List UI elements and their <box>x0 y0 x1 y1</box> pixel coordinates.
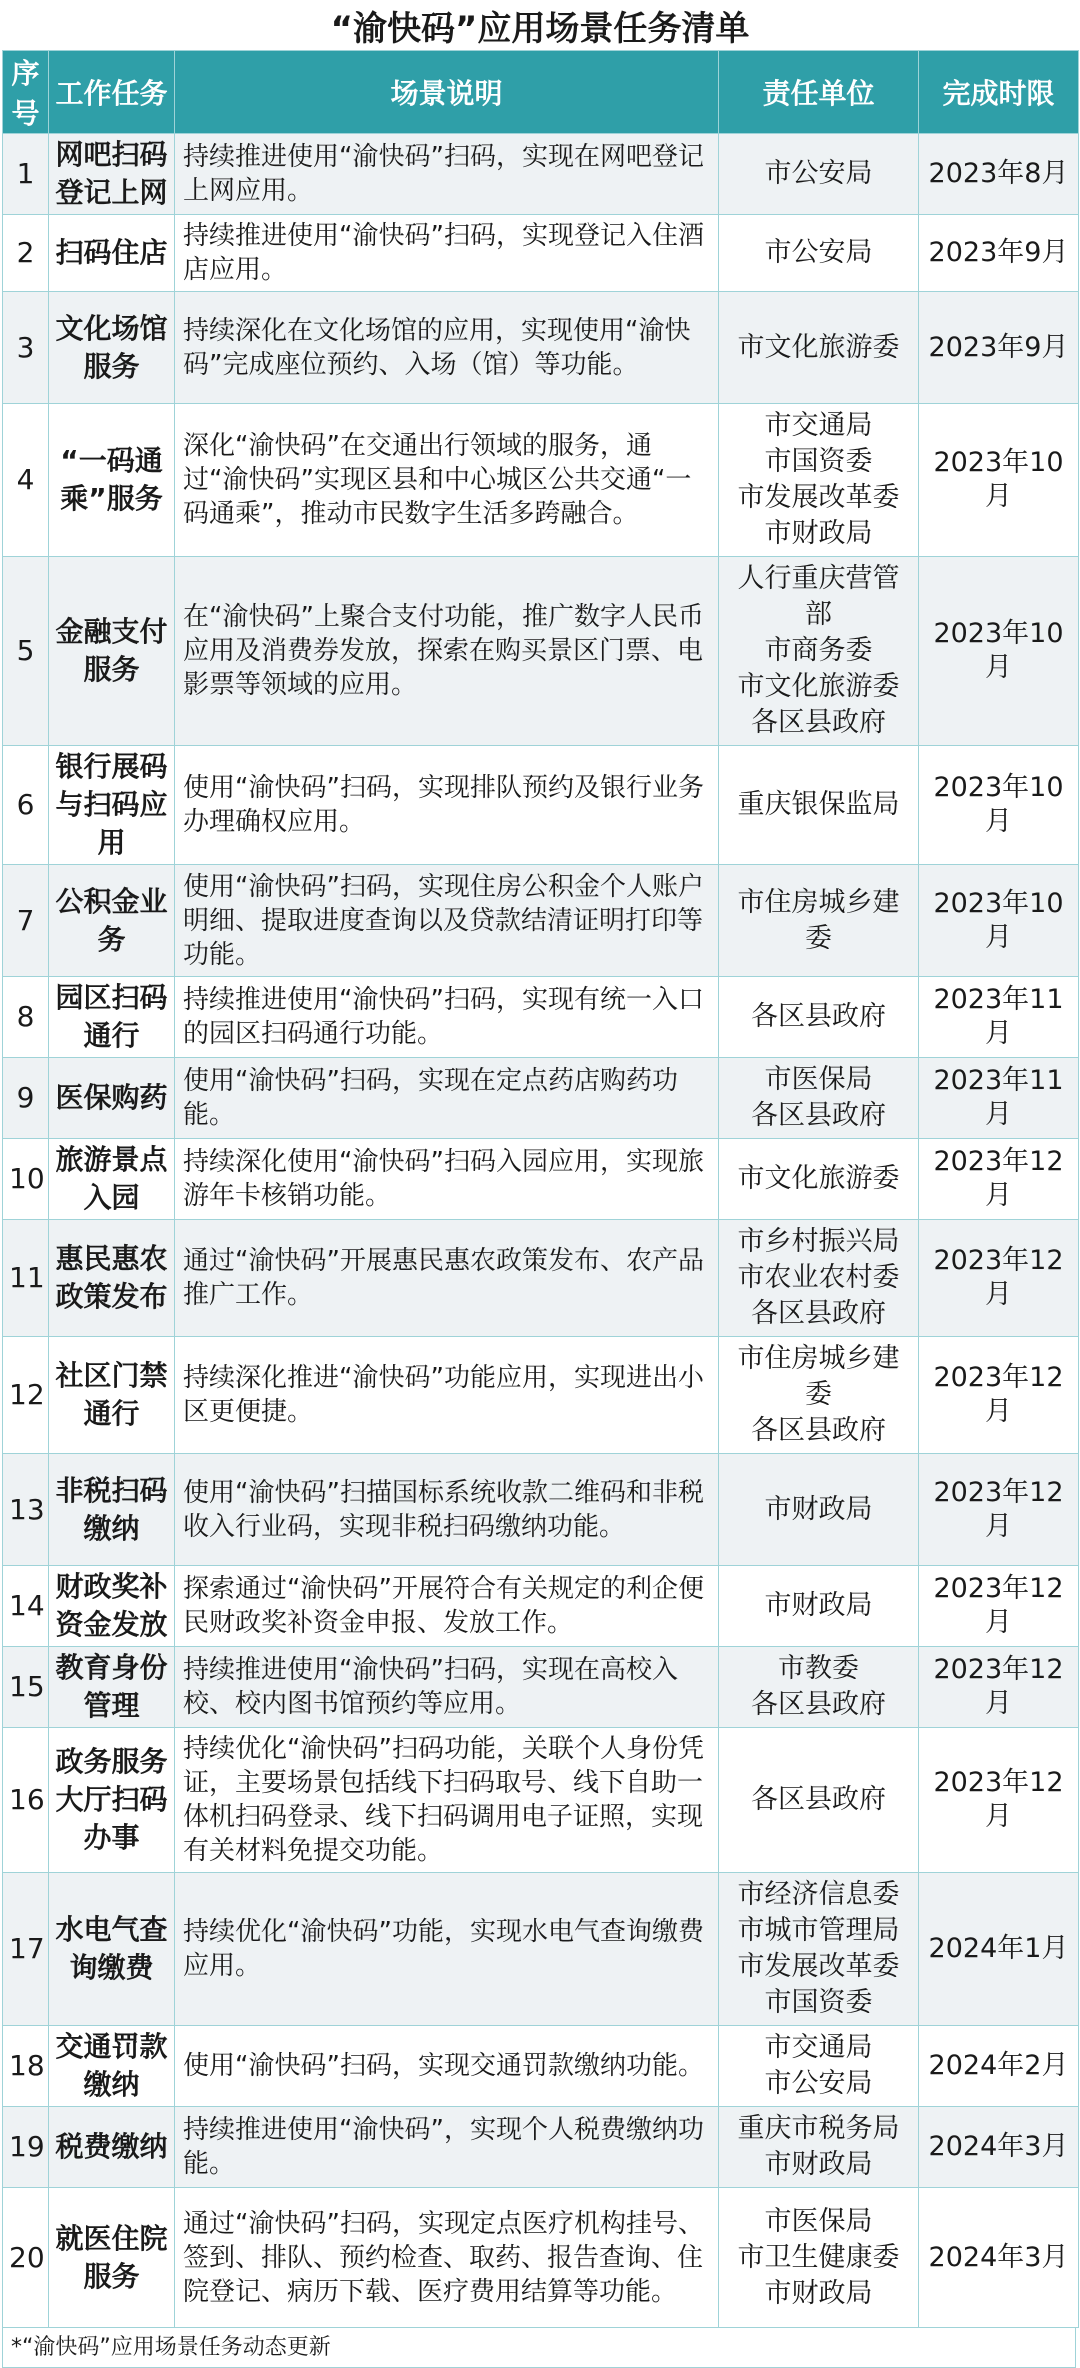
row-number: 4 <box>3 404 49 557</box>
responsible-unit: 市发展改革委 <box>737 1951 900 1982</box>
deadline: 2023年12月 <box>919 1220 1079 1337</box>
scene-description: 持续推进使用“渝快码”扫码，实现在高校入校、校内图书馆预约等应用。 <box>175 1647 719 1728</box>
responsible-unit: 市住房城乡建委 <box>737 1343 900 1410</box>
table-row <box>3 865 1079 977</box>
deadline: 2023年9月 <box>919 215 1079 292</box>
scene-description: 通过“渝快码”扫码，实现定点医疗机构挂号、签到、排队、预约检查、取药、报告查询、住院登记、病历下载、医疗费用结算等功能。 <box>175 2188 719 2328</box>
scene-description: 持续深化在文化场馆的应用，实现使用“渝快码”完成座位预约、入场（馆）等功能。 <box>175 292 719 404</box>
scene-description: 通过“渝快码”开展惠民惠农政策发布、农产品推广工作。 <box>175 1220 719 1337</box>
header-desc: 场景说明 <box>175 51 719 134</box>
scene-description: 持续推进使用“渝快码”扫码，实现有统一入口的园区扫码通行功能。 <box>175 977 719 1058</box>
task-table <box>2 50 1079 2328</box>
deadline: 2023年12月 <box>919 1566 1079 1647</box>
deadline: 2023年12月 <box>919 1337 1079 1454</box>
page-title: “渝快码”应用场景任务清单 <box>330 8 750 49</box>
scene-description: 在“渝快码”上聚合支付功能，推广数字人民币应用及消费券发放，探索在购买景区门票、电影票等领域的应用。 <box>175 557 719 746</box>
responsible-unit: 各区县政府 <box>751 1001 886 1032</box>
row-number: 7 <box>3 865 49 977</box>
responsible-unit: 市发展改革委 <box>737 482 900 513</box>
task-name: 文化场馆服务 <box>49 292 175 404</box>
table-row <box>3 1647 1079 1728</box>
responsible-units <box>719 977 919 1058</box>
responsible-units <box>719 1566 919 1647</box>
responsible-units <box>719 1454 919 1566</box>
deadline: 2023年10月 <box>919 404 1079 557</box>
responsible-units <box>719 2107 919 2188</box>
header-no: 序号 <box>3 51 49 134</box>
row-number: 6 <box>3 746 49 865</box>
responsible-unit: 市住房城乡建委 <box>737 886 900 954</box>
row-number: 3 <box>3 292 49 404</box>
responsible-unit: 市文化旅游委 <box>737 671 900 702</box>
table-row <box>3 1337 1079 1454</box>
responsible-unit: 市财政局 <box>764 1590 873 1621</box>
row-number: 9 <box>3 1058 49 1139</box>
responsible-unit: 重庆市税务局 <box>737 2113 900 2144</box>
row-number: 2 <box>3 215 49 292</box>
table-row <box>3 1728 1079 1873</box>
table-row <box>3 215 1079 292</box>
responsible-unit: 市公安局 <box>764 2068 873 2099</box>
row-number: 1 <box>3 134 49 215</box>
table-row <box>3 1454 1079 1566</box>
deadline: 2023年8月 <box>919 134 1079 215</box>
responsible-unit: 各区县政府 <box>751 1689 886 1720</box>
header-unit: 责任单位 <box>719 51 919 134</box>
responsible-units <box>719 134 919 215</box>
scene-description: 持续推进使用“渝快码”，实现个人税费缴纳功能。 <box>175 2107 719 2188</box>
row-number: 20 <box>3 2188 49 2328</box>
responsible-unit: 市财政局 <box>764 2149 873 2180</box>
responsible-unit: 市医保局 <box>764 1064 873 1095</box>
responsible-units <box>719 215 919 292</box>
responsible-units <box>719 404 919 557</box>
responsible-unit: 市公安局 <box>764 158 873 189</box>
table-row <box>3 134 1079 215</box>
deadline: 2023年10月 <box>919 746 1079 865</box>
deadline: 2024年3月 <box>919 2188 1079 2328</box>
scene-description: 持续优化“渝快码”功能，实现水电气查询缴费应用。 <box>175 1873 719 2026</box>
responsible-units <box>719 1647 919 1728</box>
row-number: 18 <box>3 2026 49 2107</box>
responsible-unit: 市经济信息委 <box>737 1879 900 1910</box>
table-header-row <box>3 51 1079 134</box>
scene-description: 使用“渝快码”扫码，实现交通罚款缴纳功能。 <box>175 2026 719 2107</box>
header-date: 完成时限 <box>919 51 1079 134</box>
task-name: 园区扫码通行 <box>49 977 175 1058</box>
responsible-unit: 市卫生健康委 <box>737 2241 900 2273</box>
scene-description: 持续深化推进“渝快码”功能应用，实现进出小区更便捷。 <box>175 1337 719 1454</box>
task-name: “一码通乘”服务 <box>49 404 175 557</box>
responsible-unit: 重庆银保监局 <box>737 789 900 820</box>
row-number: 14 <box>3 1566 49 1647</box>
task-name: 惠民惠农政策发布 <box>49 1220 175 1337</box>
row-number: 5 <box>3 557 49 746</box>
responsible-units <box>719 1220 919 1337</box>
responsible-unit: 市国资委 <box>764 446 873 477</box>
responsible-unit: 市交通局 <box>764 410 873 441</box>
deadline: 2024年1月 <box>919 1873 1079 2026</box>
responsible-units <box>719 2188 919 2328</box>
row-number: 8 <box>3 977 49 1058</box>
header-task: 工作任务 <box>49 51 175 134</box>
task-name: 就医住院服务 <box>49 2188 175 2328</box>
responsible-unit: 各区县政府 <box>751 707 886 738</box>
responsible-unit: 人行重庆营管部 <box>737 563 900 630</box>
table-row <box>3 404 1079 557</box>
table-row <box>3 2026 1079 2107</box>
scene-description: 使用“渝快码”扫码，实现在定点药店购药功能。 <box>175 1058 719 1139</box>
deadline: 2023年12月 <box>919 1728 1079 1873</box>
responsible-unit: 市文化旅游委 <box>737 1163 900 1194</box>
table-row <box>3 292 1079 404</box>
task-name: 网吧扫码登记上网 <box>49 134 175 215</box>
responsible-unit: 市乡村振兴局 <box>737 1226 900 1257</box>
deadline: 2024年2月 <box>919 2026 1079 2107</box>
deadline: 2023年11月 <box>919 977 1079 1058</box>
table-row <box>3 2188 1079 2328</box>
row-number: 10 <box>3 1139 49 1220</box>
responsible-unit: 市财政局 <box>764 518 873 549</box>
task-name: 银行展码与扫码应用 <box>49 746 175 865</box>
task-name: 社区门禁通行 <box>49 1337 175 1454</box>
task-name: 医保购药 <box>49 1058 175 1139</box>
scene-description: 使用“渝快码”扫码，实现排队预约及银行业务办理确权应用。 <box>175 746 719 865</box>
row-number: 11 <box>3 1220 49 1337</box>
responsible-units <box>719 1058 919 1139</box>
task-name: 财政奖补资金发放 <box>49 1566 175 1647</box>
responsible-unit: 市农业农村委 <box>737 1262 900 1293</box>
deadline: 2023年12月 <box>919 1139 1079 1220</box>
table-row <box>3 1873 1079 2026</box>
responsible-units <box>719 865 919 977</box>
responsible-units <box>719 557 919 746</box>
table-row <box>3 1220 1079 1337</box>
responsible-unit: 各区县政府 <box>751 1415 886 1446</box>
scene-description: 深化“渝快码”在交通出行领域的服务，通过“渝快码”实现区县和中心城区公共交通“一码通乘”，推动市民数字生活多跨融合。 <box>175 404 719 557</box>
task-name: 旅游景点入园 <box>49 1139 175 1220</box>
table-row <box>3 1058 1079 1139</box>
scene-description: 持续推进使用“渝快码”扫码，实现登记入住酒店应用。 <box>175 215 719 292</box>
row-number: 16 <box>3 1728 49 1873</box>
table-row <box>3 746 1079 865</box>
responsible-unit: 各区县政府 <box>751 1100 886 1131</box>
deadline: 2023年11月 <box>919 1058 1079 1139</box>
responsible-unit: 各区县政府 <box>751 1298 886 1329</box>
row-number: 13 <box>3 1454 49 1566</box>
responsible-units <box>719 1728 919 1873</box>
deadline: 2023年10月 <box>919 557 1079 746</box>
responsible-unit: 市公安局 <box>764 237 873 268</box>
task-name: 金融支付服务 <box>49 557 175 746</box>
task-name: 水电气查询缴费 <box>49 1873 175 2026</box>
task-name: 扫码住店 <box>49 215 175 292</box>
task-name: 政务服务大厅扫码办事 <box>49 1728 175 1873</box>
responsible-unit: 市财政局 <box>764 1493 873 1525</box>
responsible-unit: 市国资委 <box>764 1987 873 2018</box>
responsible-units <box>719 292 919 404</box>
task-name: 税费缴纳 <box>49 2107 175 2188</box>
task-name: 非税扫码缴纳 <box>49 1454 175 1566</box>
table-row <box>3 2107 1079 2188</box>
responsible-unit: 市文化旅游委 <box>737 331 900 363</box>
scene-description: 持续推进使用“渝快码”扫码，实现在网吧登记上网应用。 <box>175 134 719 215</box>
scene-description: 持续深化使用“渝快码”扫码入园应用，实现旅游年卡核销功能。 <box>175 1139 719 1220</box>
responsible-units <box>719 1337 919 1454</box>
row-number: 17 <box>3 1873 49 2026</box>
responsible-unit: 市城市管理局 <box>737 1915 900 1946</box>
responsible-unit: 市医保局 <box>764 2205 873 2237</box>
responsible-unit: 市教委 <box>778 1653 859 1684</box>
scene-description: 探索通过“渝快码”开展符合有关规定的利企便民财政奖补资金申报、发放工作。 <box>175 1566 719 1647</box>
scene-description: 使用“渝快码”扫描国标系统收款二维码和非税收入行业码，实现非税扫码缴纳功能。 <box>175 1454 719 1566</box>
deadline: 2024年3月 <box>919 2107 1079 2188</box>
responsible-unit: 市财政局 <box>764 2277 873 2309</box>
footnote: *“渝快码”应用场景任务动态更新 <box>2 2328 1076 2368</box>
table-row <box>3 1139 1079 1220</box>
deadline: 2023年12月 <box>919 1454 1079 1566</box>
task-name: 教育身份管理 <box>49 1647 175 1728</box>
deadline: 2023年9月 <box>919 292 1079 404</box>
responsible-units <box>719 1873 919 2026</box>
table-row <box>3 1566 1079 1647</box>
responsible-unit: 各区县政府 <box>751 1784 886 1815</box>
task-name: 交通罚款缴纳 <box>49 2026 175 2107</box>
row-number: 12 <box>3 1337 49 1454</box>
row-number: 15 <box>3 1647 49 1728</box>
row-number: 19 <box>3 2107 49 2188</box>
responsible-unit: 市商务委 <box>764 635 873 666</box>
scene-description: 持续优化“渝快码”扫码功能，关联个人身份凭证，主要场景包括线下扫码取号、线下自助一体机扫码登录、线下扫码调用电子证照，实现有关材料免提交功能。 <box>175 1728 719 1873</box>
table-row <box>3 977 1079 1058</box>
responsible-units <box>719 2026 919 2107</box>
deadline: 2023年12月 <box>919 1647 1079 1728</box>
scene-description: 使用“渝快码”扫码，实现住房公积金个人账户明细、提取进度查询以及贷款结清证明打印等功能。 <box>175 865 719 977</box>
responsible-units <box>719 1139 919 1220</box>
task-name: 公积金业务 <box>49 865 175 977</box>
table-row <box>3 557 1079 746</box>
responsible-units <box>719 746 919 865</box>
deadline: 2023年10月 <box>919 865 1079 977</box>
responsible-unit: 市交通局 <box>764 2032 873 2063</box>
